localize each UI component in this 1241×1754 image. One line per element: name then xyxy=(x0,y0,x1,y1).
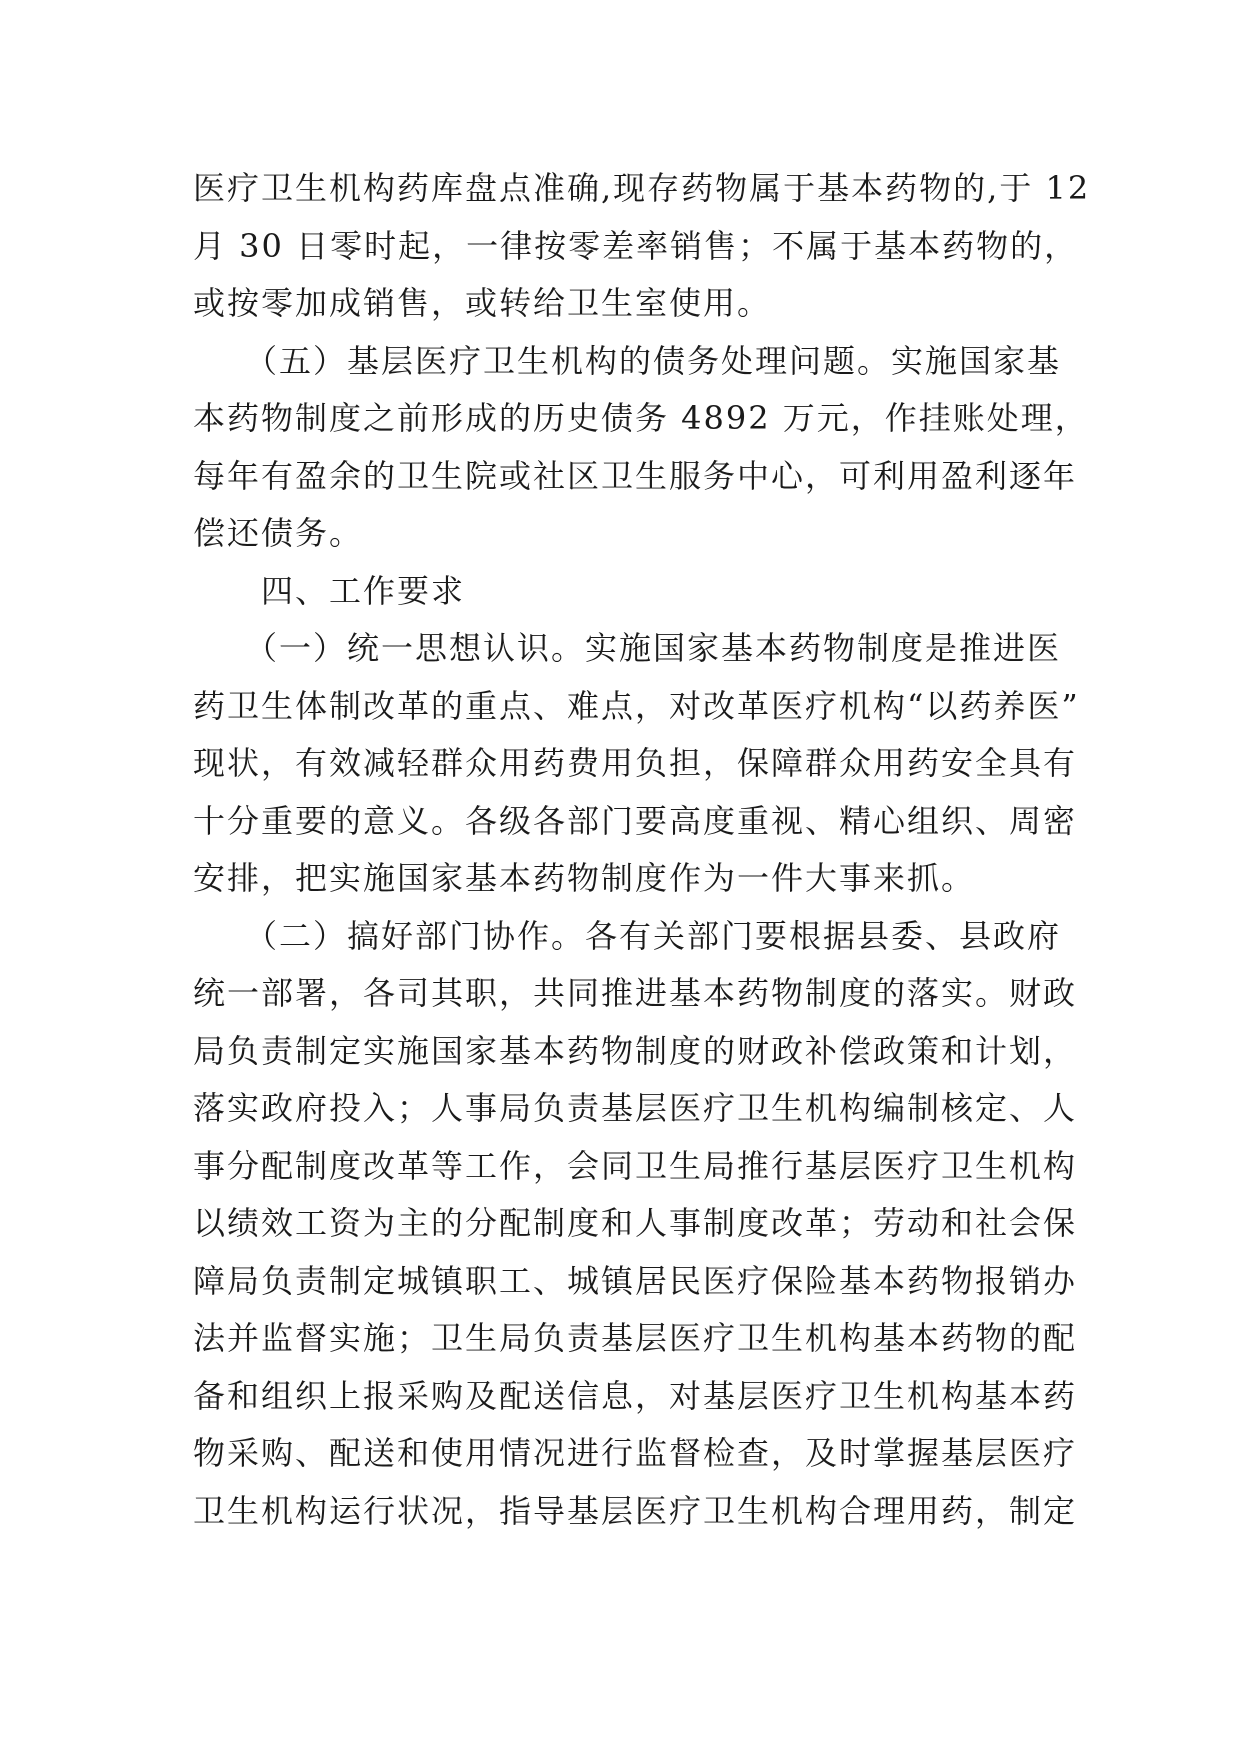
text-line: 或按零加成销售，或转给卫生室使用。 xyxy=(193,284,772,322)
body-text xyxy=(193,160,1091,1540)
text-line: 药卫生体制改革的重点、难点，对改革医疗机构“以药养医” xyxy=(193,686,1080,725)
text-line: 本药物制度之前形成的历史债务 4892 万元，作挂账处理， xyxy=(193,399,1089,437)
text-line: （二）搞好部门协作。各有关部门要根据县委、县政府 xyxy=(193,916,1062,955)
text-line: 局负责制定实施国家基本药物制度的财政补偿政策和计划， xyxy=(193,1031,1078,1070)
text-line: 偿还债务。 xyxy=(193,514,364,552)
text-line: （五）基层医疗卫生机构的债务处理问题。实施国家基 xyxy=(193,341,1062,380)
text-line: 统一部署，各司其职，共同推进基本药物制度的落实。财政 xyxy=(193,974,1078,1012)
text-line: 物采购、配送和使用情况进行监督检查，及时掌握基层医疗 xyxy=(193,1434,1078,1472)
text-line: 医疗卫生机构药库盘点准确,现存药物属于基本药物的,于 12 xyxy=(193,169,1091,207)
text-line: 现状，有效减轻群众用药费用负担，保障群众用药安全具有 xyxy=(193,744,1078,782)
text-line: 障局负责制定城镇职工、城镇居民医疗保险基本药物报销办 xyxy=(193,1261,1078,1300)
text-line: 法并监督实施；卫生局负责基层医疗卫生机构基本药物的配 xyxy=(193,1319,1078,1357)
text-line: 以绩效工资为主的分配制度和人事制度改革；劳动和社会保 xyxy=(193,1204,1078,1242)
text-line: 月 30 日零时起，一律按零差率销售；不属于基本药物的， xyxy=(193,226,1079,265)
text-line: 事分配制度改革等工作，会同卫生局推行基层医疗卫生机构 xyxy=(193,1146,1078,1185)
text-line: 每年有盈余的卫生院或社区卫生服务中心，可利用盈利逐年 xyxy=(193,456,1078,495)
text-line: 十分重要的意义。各级各部门要高度重视、精心组织、周密 xyxy=(193,801,1078,840)
text-line: 卫生机构运行状况，指导基层医疗卫生机构合理用药，制定 xyxy=(193,1491,1078,1530)
text-line: 落实政府投入；人事局负责基层医疗卫生机构编制核定、人 xyxy=(193,1089,1078,1127)
section-heading: 四、工作要求 xyxy=(193,571,466,610)
text-line: 备和组织上报采购及配送信息，对基层医疗卫生机构基本药 xyxy=(193,1376,1078,1415)
text-line: 安排，把实施国家基本药物制度作为一件大事来抓。 xyxy=(193,859,976,897)
text-line: （一）统一思想认识。实施国家基本药物制度是推进医 xyxy=(193,629,1062,667)
